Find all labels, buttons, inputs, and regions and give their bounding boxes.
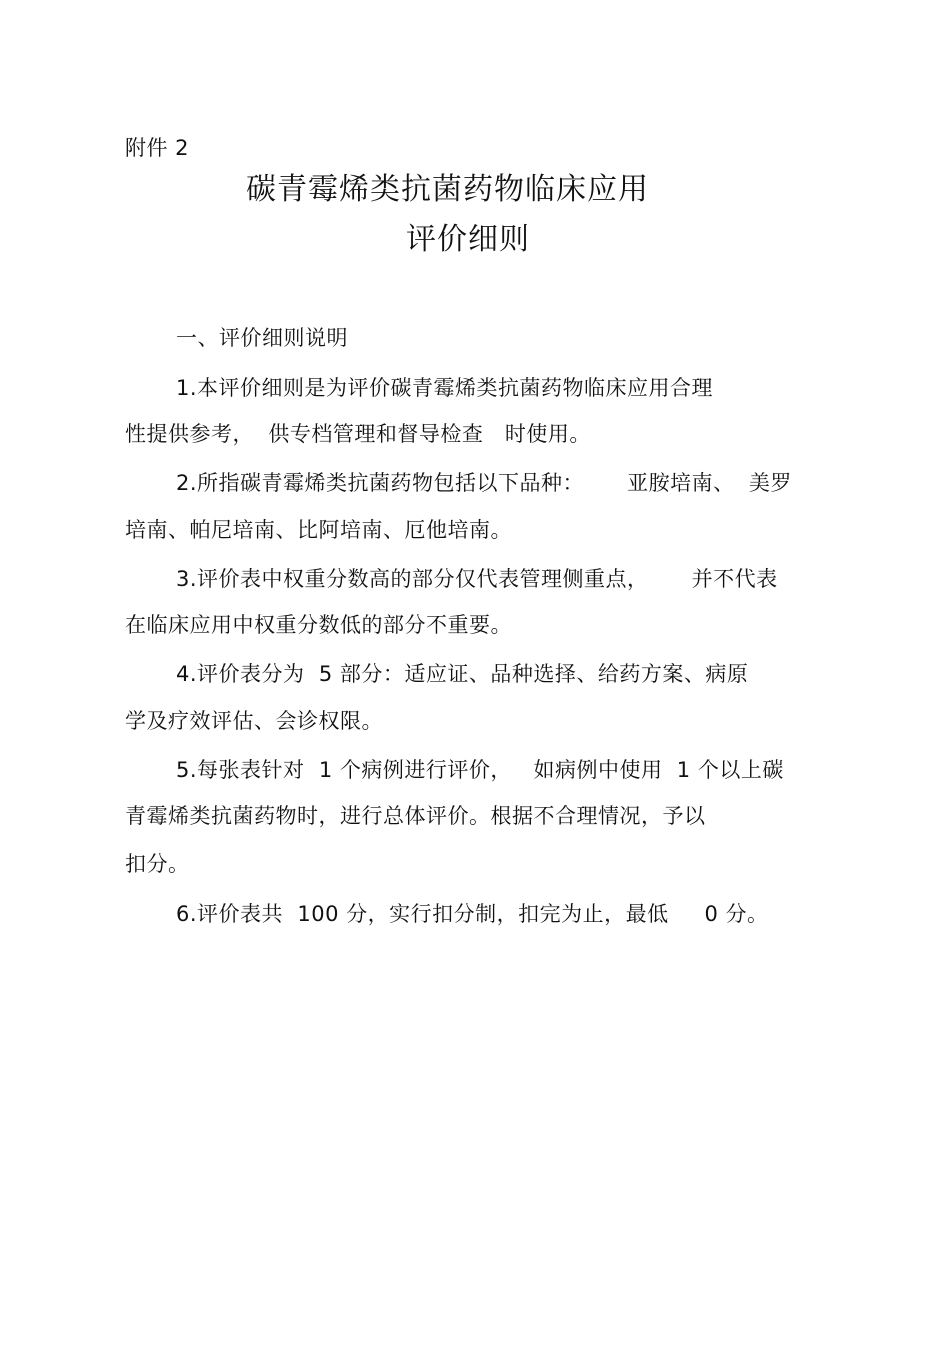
attachment-label: 附件 2 xyxy=(125,136,190,160)
item-1-line2: 性提供参考， 供专档管理和督导检查 时使用。 xyxy=(125,422,591,446)
document-title-line1: 碳青霉烯类抗菌药物临床应用 xyxy=(246,172,649,207)
item-5-line3: 扣分。 xyxy=(125,852,190,876)
item-6-line1: 6.评价表共 100 分，实行扣分制，扣完为止，最低 0 分。 xyxy=(176,902,769,926)
document-title-line2: 评价细则 xyxy=(406,222,530,257)
item-2-line2: 培南、帕尼培南、比阿培南、厄他培南。 xyxy=(125,518,512,542)
item-5-line1: 5.每张表针对 1 个病例进行评价， 如病例中使用 1 个以上碳 xyxy=(176,758,784,782)
item-3-line2: 在临床应用中权重分数低的部分不重要。 xyxy=(125,613,512,637)
item-4-line1: 4.评价表分为 5 部分：适应证、品种选择、给药方案、病原 xyxy=(176,662,749,686)
section-heading: 一、评价细则说明 xyxy=(176,326,348,350)
item-2-line1: 2.所指碳青霉烯类抗菌药物包括以下品种： 亚胺培南、 美罗 xyxy=(176,471,792,495)
item-3-line1: 3.评价表中权重分数高的部分仅代表管理侧重点， 并不代表 xyxy=(176,567,778,591)
item-1-line1: 1.本评价细则是为评价碳青霉烯类抗菌药物临床应用合理 xyxy=(176,376,714,400)
item-5-line2: 青霉烯类抗菌药物时，进行总体评价。根据不合理情况，予以 xyxy=(125,804,706,828)
item-4-line2: 学及疗效评估、会诊权限。 xyxy=(125,709,383,733)
